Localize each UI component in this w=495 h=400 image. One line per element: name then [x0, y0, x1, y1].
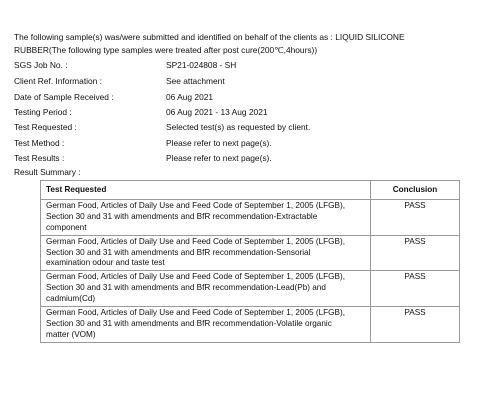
conclusion-header: Conclusion	[371, 181, 460, 200]
info-label: Test Requested :	[14, 122, 77, 132]
cell-line: Section 30 and 31 with amendments and BfR recommendation-Lead(Pb) and	[46, 283, 326, 293]
cell-line: Section 30 and 31 with amendments and BfR recommendation-Volatile organic	[46, 318, 332, 328]
conclusion-cell: PASS	[371, 271, 460, 307]
info-label: Test Method :	[14, 138, 65, 148]
cell-line: German Food, Articles of Daily Use and Feed Code of September 1, 2005 (LFGB),	[46, 200, 345, 210]
conclusion-cell: PASS	[371, 235, 460, 271]
cell-line: German Food, Articles of Daily Use and Feed Code of September 1, 2005 (LFGB),	[46, 308, 345, 318]
info-label: Date of Sample Received :	[14, 92, 114, 102]
test-requested-cell	[41, 307, 371, 343]
info-label: Client Ref. Information :	[14, 76, 102, 86]
intro-paragraph	[14, 31, 484, 56]
result-summary-label: Result Summary :	[14, 167, 81, 177]
cell-line: Section 30 and 31 with amendments and BfR recommendation-Sensorial	[46, 247, 311, 257]
info-value: See attachment	[166, 76, 225, 86]
info-label: SGS Job No. :	[14, 60, 68, 70]
info-value: 06 Aug 2021	[166, 92, 214, 102]
result-summary-table	[40, 180, 460, 343]
cell-line: German Food, Articles of Daily Use and Feed Code of September 1, 2005 (LFGB),	[46, 272, 345, 282]
info-value: 06 Aug 2021 - 13 Aug 2021	[166, 107, 268, 117]
test-requested-cell	[41, 271, 371, 307]
info-value: Please refer to next page(s).	[166, 138, 272, 148]
info-label: Testing Period :	[14, 107, 72, 117]
table-row	[41, 307, 460, 343]
test-requested-cell	[41, 199, 371, 235]
info-value: Please refer to next page(s).	[166, 153, 272, 163]
conclusion-cell: PASS	[371, 199, 460, 235]
cell-line: component	[46, 222, 87, 232]
info-label: Test Results :	[14, 153, 65, 163]
info-value: SP21-024808 - SH	[166, 60, 237, 70]
cell-line: German Food, Articles of Daily Use and Feed Code of September 1, 2005 (LFGB),	[46, 236, 345, 246]
info-value: Selected test(s) as requested by client.	[166, 122, 311, 132]
intro-line: The following sample(s) was/were submitted and identified on behalf of the clients as : LIQUID SILICONE	[14, 32, 405, 42]
table-row	[41, 271, 460, 307]
cell-line: examination odour and taste test	[46, 258, 165, 268]
test-requested-header: Test Requested	[41, 181, 371, 200]
intro-line: RUBBER(The following type samples were treated after post cure(200℃,4hours))	[14, 44, 318, 55]
cell-line: matter (VOM)	[46, 329, 96, 339]
cell-line: Section 30 and 31 with amendments and BfR recommendation-Extractable	[46, 211, 318, 221]
table-header-row	[41, 181, 460, 200]
conclusion-cell: PASS	[371, 307, 460, 343]
cell-line: cadmium(Cd)	[46, 294, 96, 304]
table-row	[41, 199, 460, 235]
table-row	[41, 235, 460, 271]
test-requested-cell	[41, 235, 371, 271]
